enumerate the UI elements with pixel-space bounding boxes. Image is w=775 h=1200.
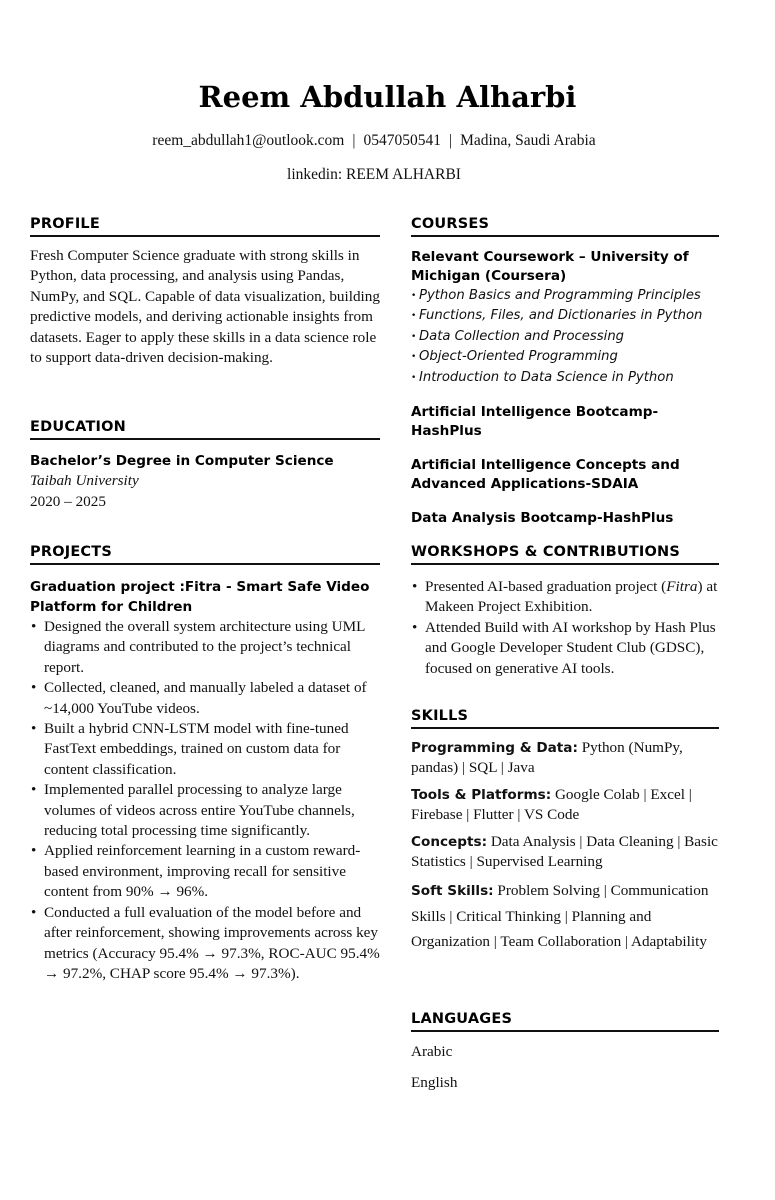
workshops-section bbox=[411, 544, 719, 679]
contact-line bbox=[0, 132, 748, 150]
education-heading: EDUCATION bbox=[30, 419, 380, 440]
skill-value: Google Colab | Excel | Firebase | Flutter | VS Code bbox=[411, 785, 692, 824]
skills-heading: SKILLS bbox=[411, 708, 719, 729]
list-item: • Introduction to Data Science in Python bbox=[411, 368, 719, 388]
profile-heading: PROFILE bbox=[30, 216, 380, 237]
list-item bbox=[411, 577, 719, 618]
projects-heading: PROJECTS bbox=[30, 544, 380, 565]
skill-programming bbox=[411, 738, 719, 779]
course-title: Data Analysis Bootcamp-HashPlus bbox=[411, 510, 674, 527]
skill-label: Tools & Platforms: bbox=[411, 786, 552, 803]
workshops-heading: WORKSHOPS & CONTRIBUTIONS bbox=[411, 544, 719, 565]
list-item: • Built a hybrid CNN-LSTM model with fine-tuned FastText embeddings, trained on custom data for content classification. bbox=[30, 719, 380, 780]
location: Madina, Saudi Arabia bbox=[460, 132, 596, 149]
list-item: • Implemented parallel processing to analyze large volumes of videos across entire YouTube channels, reducing total processing time significantly. bbox=[30, 780, 380, 841]
contact-separator: | bbox=[352, 132, 356, 149]
skill-value: Data Analysis | Data Cleaning | Basic Statistics | Supervised Learning bbox=[411, 832, 718, 871]
project-bullet-list bbox=[30, 617, 380, 984]
email-link[interactable]: reem_abdullah1@outlook.com bbox=[152, 132, 345, 149]
project-title: Graduation project :Fitra - Smart Safe Video Platform for Children bbox=[30, 579, 370, 615]
candidate-name: Reem Abdullah Alharbi bbox=[198, 80, 577, 114]
courses-section bbox=[411, 216, 719, 528]
courses-heading: COURSES bbox=[411, 216, 719, 237]
skill-label: Soft Skills: bbox=[411, 883, 494, 900]
linkedin-link[interactable]: linkedin: REEM ALHARBI bbox=[287, 166, 461, 183]
course-title: Artificial Intelligence Bootcamp-HashPlus bbox=[411, 404, 659, 440]
list-item: • Functions, Files, and Dictionaries in Python bbox=[411, 306, 719, 326]
degree-title: Bachelor’s Degree in Computer Science bbox=[30, 453, 334, 469]
workshops-list bbox=[411, 577, 719, 679]
course-title: Artificial Intelligence Concepts and Advanced Applications-SDAIA bbox=[411, 457, 680, 493]
list-item: • Designed the overall system architecture using UML diagrams and contributed to the project’s technical report. bbox=[30, 617, 380, 678]
phone-number: 0547050541 bbox=[363, 132, 441, 149]
education-years: 2020 – 2025 bbox=[30, 493, 106, 511]
languages-section bbox=[411, 1011, 719, 1094]
school-name: Taibah University bbox=[30, 472, 139, 489]
language-item: English bbox=[411, 1074, 458, 1092]
skill-soft bbox=[411, 878, 719, 954]
workshop-text: ) at Makeen Project Exhibition. bbox=[425, 578, 718, 616]
projects-section bbox=[30, 544, 380, 984]
skill-concepts bbox=[411, 832, 719, 873]
coursework-list bbox=[411, 286, 719, 388]
skill-tools bbox=[411, 785, 719, 826]
workshop-text: Presented AI-based graduation project ( bbox=[425, 578, 667, 595]
skill-value: Python (NumPy, pandas) | SQL | Java bbox=[411, 739, 683, 777]
profile-section bbox=[30, 216, 380, 368]
education-section bbox=[30, 419, 380, 513]
profile-text: Fresh Computer Science graduate with strong skills in Python, data processing, and analysis using Pandas, NumPy, and SQL. Capable of data visualization, building predictive models, and deriving actionable insights from datasets. Eager to apply these skills in a data science role to support data-driven decision-making. bbox=[30, 247, 380, 367]
coursework-title: Relevant Coursework – University of Michigan (Coursera) bbox=[411, 249, 689, 284]
list-item: • Object-Oriented Programming bbox=[411, 347, 719, 367]
list-item: • Python Basics and Programming Principles bbox=[411, 286, 719, 306]
list-item: • Applied reinforcement learning in a custom reward-based environment, improving recall for sensitive content from 90% → 96%. bbox=[30, 841, 380, 902]
contact-separator: | bbox=[448, 132, 453, 149]
languages-heading: LANGUAGES bbox=[411, 1011, 719, 1032]
list-item: • Collected, cleaned, and manually labeled a dataset of ~14,000 YouTube videos. bbox=[30, 678, 380, 719]
language-item: Arabic bbox=[411, 1043, 453, 1060]
list-item: • Conducted a full evaluation of the model before and after reinforcement, showing improvements across key metrics (Accuracy 95.4% → 97.3%, ROC-AUC 95.4% → 97.2%, CHAP score 95.4% → 97.3%). bbox=[30, 903, 380, 985]
project-name: Fitra bbox=[666, 578, 698, 595]
list-item: • Data Collection and Processing bbox=[411, 327, 719, 347]
list-item: • Attended Build with AI workshop by Hash Plus and Google Developer Student Club (GDSC), focused on generative AI tools. bbox=[411, 618, 719, 679]
skills-section bbox=[411, 708, 719, 960]
skill-label: Concepts: bbox=[411, 833, 488, 850]
skill-label: Programming & Data: bbox=[411, 740, 578, 756]
skill-value: Problem Solving | Communication Skills | Critical Thinking | Planning and Organization | Team Collaboration | Adaptability bbox=[411, 882, 709, 951]
